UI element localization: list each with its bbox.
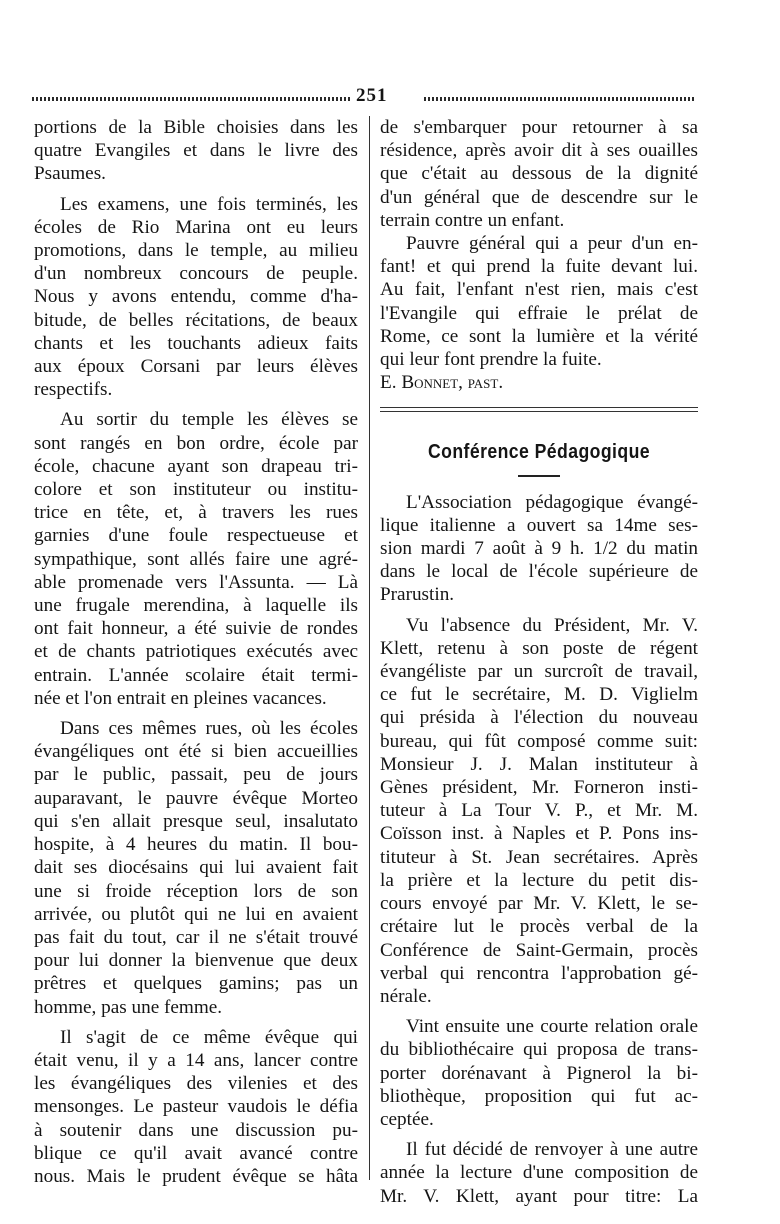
text-line: Coïsson inst. à Naples et P. Pons ins- bbox=[380, 823, 698, 845]
text-line: résidence, après avoir dit à ses ouailles bbox=[380, 140, 698, 162]
text-line: respectifs. bbox=[34, 379, 113, 401]
text-line: bliothèque, proposition qui fut ac- bbox=[380, 1085, 698, 1107]
text-line: Vint ensuite une courte relation orale bbox=[406, 1016, 698, 1038]
text-line: aux époux Corsani par leurs élèves bbox=[34, 356, 358, 378]
text-line: Au fait, l'enfant n'est rien, mais c'est bbox=[380, 279, 698, 301]
text-line: blique ce qu'il avait avancé contre bbox=[34, 1142, 358, 1164]
text-line: par le public, passait, peu de jours bbox=[34, 764, 358, 786]
text-line: Monsieur J. J. Malan instituteur à bbox=[380, 753, 698, 775]
text-line: cours envoyé par Mr. V. Klett, le se- bbox=[380, 893, 698, 915]
text-line: nérale. bbox=[380, 985, 432, 1007]
text-line: verbal qui rencontra l'approbation gé- bbox=[380, 962, 698, 984]
section-separator bbox=[380, 407, 698, 412]
text-line: Au sortir du temple les élèves se bbox=[60, 409, 358, 431]
text-line: fant! et qui prend la fuite devant lui. bbox=[380, 256, 698, 278]
paragraph bbox=[380, 116, 698, 232]
text-line: chants et les touchants adieux faits bbox=[34, 332, 358, 354]
text-line: à soutenir dans une discussion pu- bbox=[34, 1119, 358, 1141]
text-line: pas fait du tout, car il ne s'était trouvé bbox=[34, 926, 358, 948]
text-line: crétaire lut le procès verbal de la bbox=[380, 916, 698, 938]
text-line: sion mardi 7 août à 9 h. 1/2 du matin bbox=[380, 538, 698, 560]
text-line: sympathique, sont allés faire une agré- bbox=[34, 548, 358, 570]
paragraph bbox=[34, 717, 358, 1019]
text-line: une si froide réception lors de son bbox=[34, 880, 358, 902]
text-line: qui leur font prendre la fuite. bbox=[380, 349, 602, 371]
text-line: Les examens, une fois terminés, les bbox=[60, 193, 358, 215]
text-line: terrain contre un enfant. bbox=[380, 209, 565, 231]
text-line: portions de la Bible choisies dans les bbox=[34, 117, 358, 138]
paragraph bbox=[380, 491, 698, 607]
text-line: auparavant, le pauvre évêque Morteo bbox=[34, 787, 358, 809]
text-line: dans le local de l'école supérieure de bbox=[380, 561, 698, 583]
text-line: arrivée, ou plutôt qui ne lui en avaient bbox=[34, 903, 358, 925]
paragraph bbox=[380, 1138, 698, 1208]
text-line: porter dorénavant à Pignerol la bi- bbox=[380, 1062, 698, 1084]
section-title: Conférence Pédagogique bbox=[427, 440, 651, 464]
text-line: les évangéliques des vilenies et des bbox=[34, 1073, 358, 1095]
text-line: dait ses diocésains qui lui avaient fait bbox=[34, 857, 358, 879]
text-line: Il fut décidé de renvoyer à une autre bbox=[406, 1139, 698, 1161]
text-line: était venu, il y a 14 ans, lancer contre bbox=[34, 1049, 358, 1071]
text-line: Dans ces mêmes rues, où les écoles bbox=[60, 718, 358, 740]
text-line: et de chants patriotiques exécutés avec bbox=[34, 641, 358, 663]
paragraph bbox=[34, 116, 358, 186]
text-line: mensonges. Le pasteur vaudois le défia bbox=[34, 1096, 358, 1118]
article-ending bbox=[380, 116, 698, 371]
header-ornament-right bbox=[424, 97, 694, 101]
text-line: tituteur à St. Jean secrétaires. Après bbox=[380, 846, 698, 868]
text-line: sont rangés en bon ordre, école par bbox=[34, 432, 358, 454]
text-line: Psaumes. bbox=[34, 163, 106, 185]
title-underline bbox=[518, 475, 560, 477]
text-line: Il s'agit de ce même évêque qui bbox=[60, 1026, 358, 1048]
text-line: L'Association pédagogique évangé- bbox=[406, 491, 698, 513]
text-line: promotions, dans le temple, au milieu bbox=[34, 240, 358, 262]
column-divider bbox=[369, 116, 370, 1180]
text-line: Pauvre général qui a peur d'un en- bbox=[406, 233, 698, 255]
text-line: Vu l'absence du Président, Mr. V. bbox=[406, 614, 698, 636]
text-line: quatre Evangiles et dans le livre des bbox=[34, 140, 358, 162]
text-line: garnies d'une foule respectueuse et bbox=[34, 525, 358, 547]
paragraph bbox=[380, 232, 698, 371]
text-line: able promenade vers l'Assunta. — Là bbox=[34, 571, 358, 593]
text-line: tuteur à La Tour V. P., et Mr. M. bbox=[380, 800, 698, 822]
text-line: Klett, retenu à son poste de régent bbox=[380, 637, 698, 659]
left-column bbox=[34, 116, 358, 1188]
paragraph bbox=[380, 1015, 698, 1131]
text-line: née et l'on entrait en pleines vacances. bbox=[34, 687, 327, 709]
text-line: hospite, à 4 heures du matin. Il bou- bbox=[34, 834, 358, 856]
text-line: homme, pas une femme. bbox=[34, 996, 223, 1018]
text-line: prêtres et quelques gamins; pas un bbox=[34, 973, 358, 995]
text-line: ceptée. bbox=[380, 1108, 434, 1130]
text-line: ont fait honneur, a été suivie de rondes bbox=[34, 618, 358, 640]
paragraph bbox=[380, 614, 698, 1008]
text-line: la prière et la lecture du petit dis- bbox=[380, 869, 698, 891]
text-line: de s'embarquer pour retourner à sa bbox=[380, 117, 698, 138]
text-line: évangéliques ont été si bien accueillies bbox=[34, 741, 358, 763]
text-line: nous. Mais le prudent évêque se hâta bbox=[34, 1165, 358, 1187]
text-line: Nous y avons entendu, comme d'ha- bbox=[34, 286, 358, 308]
text-line: que c'était au dessous de la dignité bbox=[380, 163, 698, 185]
text-line: ce fut le secrétaire, M. D. Viglielm bbox=[380, 684, 698, 706]
paragraph bbox=[34, 408, 358, 710]
text-line: entrain. L'année scolaire était termi- bbox=[34, 664, 358, 686]
paragraph bbox=[34, 1026, 358, 1188]
text-line: année la lecture d'une composition de bbox=[380, 1162, 698, 1184]
text-line: Gènes président, Mr. Forneron insti- bbox=[380, 777, 698, 799]
text-line: pour lui donner la bienvenue que deux bbox=[34, 950, 358, 972]
right-column bbox=[380, 116, 698, 1208]
text-line: école, chacune ayant son drapeau tri- bbox=[34, 455, 358, 477]
text-line: Mr. V. Klett, ayant pour titre: La bbox=[380, 1185, 698, 1207]
text-line: écoles de Rio Marina ont eu leurs bbox=[34, 216, 358, 238]
text-line: une frugale merendina, à laquelle ils bbox=[34, 595, 358, 617]
article-body bbox=[380, 491, 698, 1208]
text-line: Rome, ce sont la lumière et la vérité bbox=[380, 325, 698, 347]
text-line: d'un nombreux concours de peuple. bbox=[34, 263, 358, 285]
page-number: 251 bbox=[356, 85, 388, 106]
text-line: évangéliste par un surcroît de travail, bbox=[380, 661, 698, 683]
text-line: l'Evangile qui effraie le prélat de bbox=[380, 302, 698, 324]
text-line: qui s'en allait presque seul, insalutato bbox=[34, 810, 358, 832]
text-line: bureau, qui fût composé comme suit: bbox=[380, 730, 698, 752]
text-line: colore et son instituteur ou institu- bbox=[34, 479, 358, 501]
text-line: du bibliothécaire qui proposa de trans- bbox=[380, 1039, 698, 1061]
text-line: qui présida à l'élection du nouveau bbox=[380, 707, 698, 729]
text-line: d'un général que de descendre sur le bbox=[380, 186, 698, 208]
signature: E. Bonnet, past. bbox=[380, 372, 504, 394]
running-header bbox=[32, 85, 694, 108]
header-ornament-left bbox=[32, 97, 350, 101]
paragraph bbox=[34, 193, 358, 402]
text-line: trice en tête, et, à travers les rues bbox=[34, 502, 358, 524]
text-line: Prarustin. bbox=[380, 584, 455, 606]
text-line: bitude, de belles récitations, de beaux bbox=[34, 309, 358, 331]
text-line: lique italienne a ouvert sa 14me ses- bbox=[380, 514, 698, 536]
text-line: Conférence de Saint-Germain, procès bbox=[380, 939, 698, 961]
